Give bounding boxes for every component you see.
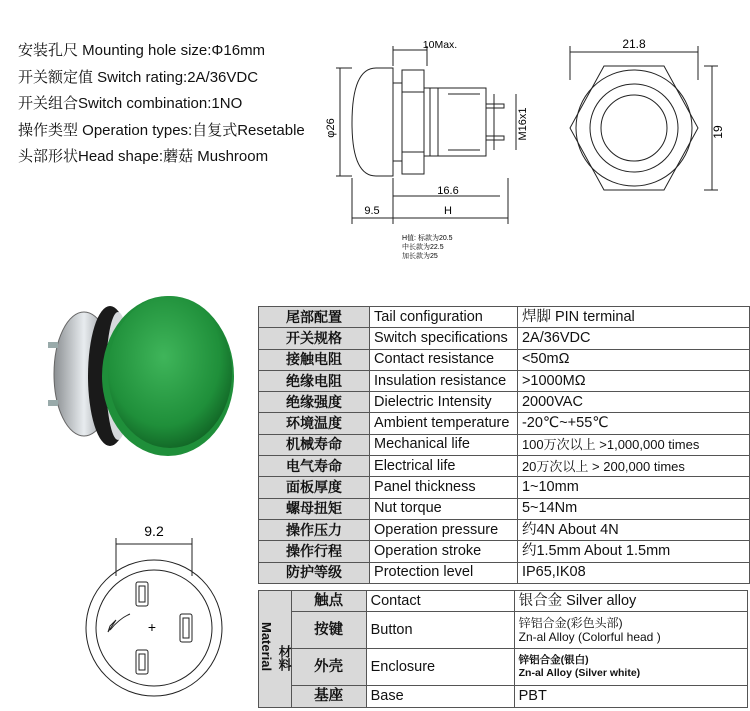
table-row: [259, 328, 750, 349]
front-view-drawing: [548, 36, 728, 216]
table-row: [259, 519, 750, 540]
row-en: Ambient temperature: [370, 413, 518, 434]
row-en: Enclosure: [366, 649, 514, 686]
row-cn: 防护等级: [259, 562, 370, 583]
h-note-1: H值: 标款为20.5: [402, 235, 453, 242]
spec-list: [18, 38, 305, 171]
enclosure-material-en: Zn-al Alloy (Silver white): [518, 667, 641, 680]
material-label-cn: 材料: [276, 644, 292, 671]
table-row: [259, 591, 748, 612]
dim-m16: M16x1: [517, 107, 529, 141]
dim-21-8: 21.8: [622, 37, 646, 51]
material-label-en: Material: [259, 621, 274, 671]
row-en: Electrical life: [370, 456, 518, 477]
table-row: [259, 541, 750, 562]
dim-19: 19: [711, 125, 725, 139]
row-en: Switch specifications: [370, 328, 518, 349]
row-en: Operation stroke: [370, 541, 518, 562]
table-row: [259, 686, 748, 707]
row-cn: 绝缘强度: [259, 392, 370, 413]
button-material-cn: 锌铝合金(彩色头部): [518, 616, 623, 631]
row-val: 约1.5mm About 1.5mm: [517, 541, 749, 562]
row-val: <50mΩ: [517, 349, 749, 370]
h-note-3: 加长款为25: [402, 253, 438, 260]
row-en: Button: [366, 612, 514, 649]
table-row: [259, 434, 750, 455]
row-val: 1~10mm: [517, 477, 749, 498]
row-cn: 面板厚度: [259, 477, 370, 498]
row-cn: 触点: [291, 591, 366, 612]
row-cn: 环境温度: [259, 413, 370, 434]
spec-head-shape: 头部形状Head shape:蘑菇 Mushroom: [18, 148, 269, 165]
dim-16-6: 16.6: [437, 185, 459, 197]
side-view-drawing: [325, 28, 530, 268]
row-en: Panel thickness: [370, 477, 518, 498]
row-en: Base: [366, 686, 514, 707]
row-val: 银合金 Silver alloy: [514, 591, 747, 612]
plus-mark: +: [147, 619, 157, 635]
row-en: Insulation resistance: [370, 370, 518, 391]
row-en: Mechanical life: [370, 434, 518, 455]
table-row: [259, 413, 750, 434]
row-val: 2000VAC: [517, 392, 749, 413]
row-cn: 外壳: [291, 649, 366, 686]
row-cn: 操作行程: [259, 541, 370, 562]
table-row: [259, 456, 750, 477]
row-val: 约4N About 4N: [517, 519, 749, 540]
row-val: 100万次以上 >1,000,000 times: [517, 434, 749, 455]
dim-9-5: 9.5: [364, 205, 380, 217]
row-val: >1000MΩ: [517, 370, 749, 391]
table-row: [259, 349, 750, 370]
row-en: Contact: [366, 591, 514, 612]
table-row: [259, 370, 750, 391]
dim-h: H: [444, 205, 452, 217]
row-en: Contact resistance: [370, 349, 518, 370]
button-material-en: Zn-al Alloy (Colorful head ): [518, 630, 661, 645]
product-image: [18, 282, 246, 472]
table-row: [259, 612, 748, 649]
row-val: 5~14Nm: [517, 498, 749, 519]
spec-switch-combination: 开关组合Switch combination:1NO: [18, 95, 243, 112]
row-cn: 开关规格: [259, 328, 370, 349]
table-row: [259, 307, 750, 328]
dim-10max: 10Max.: [422, 39, 458, 51]
spec-mounting-hole: 安装孔尺 Mounting hole size:Φ16mm: [18, 42, 266, 59]
row-val: -20℃~+55℃: [517, 413, 749, 434]
row-cn: 机械寿命: [259, 434, 370, 455]
table-row: [259, 392, 750, 413]
row-val: 20万次以上 > 200,000 times: [517, 456, 749, 477]
table-row: [259, 562, 750, 583]
row-val: [514, 649, 747, 686]
row-cn: 按键: [291, 612, 366, 649]
material-table: [258, 590, 748, 708]
spec-table: [258, 306, 750, 584]
row-val: 2A/36VDC: [517, 328, 749, 349]
row-val: 焊脚 PIN terminal: [517, 307, 749, 328]
h-note-2: 中长款为22.5: [402, 244, 444, 251]
table-row: [259, 498, 750, 519]
row-en: Protection level: [370, 562, 518, 583]
row-cn: 尾部配置: [259, 307, 370, 328]
row-en: Nut torque: [370, 498, 518, 519]
dim-9-2: 9.2: [144, 523, 164, 539]
row-en: Dielectric Intensity: [370, 392, 518, 413]
bottom-view-drawing: [80, 522, 250, 702]
row-val: IP65,IK08: [517, 562, 749, 583]
enclosure-material-cn: 锌铝合金(银白): [518, 654, 589, 667]
spec-operation-type: 操作类型 Operation types:自复式Resetable: [18, 121, 305, 139]
row-val: [514, 612, 747, 649]
row-cn: 螺母扭矩: [259, 498, 370, 519]
row-val: PBT: [514, 686, 747, 707]
row-cn: 电气寿命: [259, 456, 370, 477]
table-row: [259, 649, 748, 686]
spec-switch-rating: 开关额定值 Switch rating:2A/36VDC: [18, 68, 259, 86]
row-cn: 操作压力: [259, 519, 370, 540]
row-en: Tail configuration: [370, 307, 518, 328]
table-row: [259, 477, 750, 498]
row-cn: 接触电阻: [259, 349, 370, 370]
row-en: Operation pressure: [370, 519, 518, 540]
terminal-pin: [48, 400, 58, 406]
terminal-pin: [48, 342, 58, 348]
dim-phi26: φ26: [325, 118, 337, 138]
row-cn: 绝缘电阻: [259, 370, 370, 391]
row-cn: 基座: [291, 686, 366, 707]
material-label: [259, 591, 292, 708]
